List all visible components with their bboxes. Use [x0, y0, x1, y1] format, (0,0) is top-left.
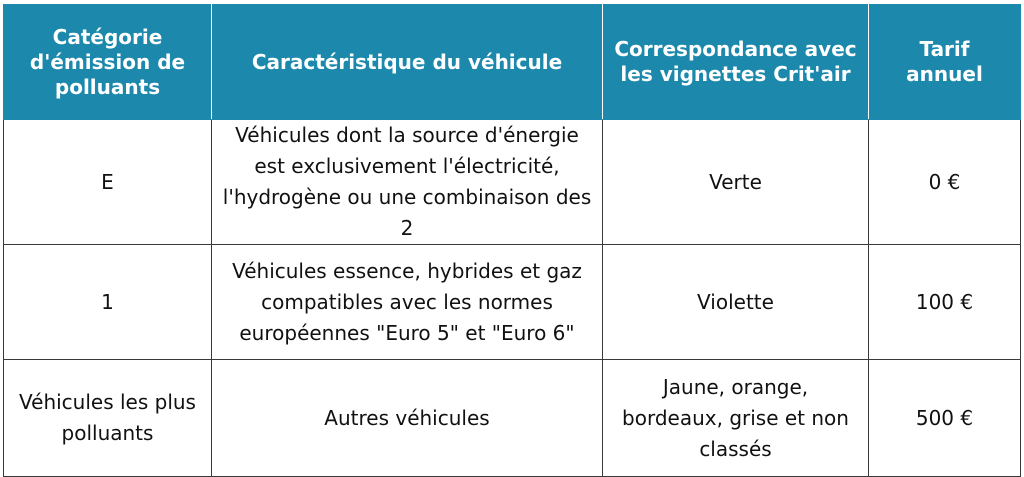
cell-categorie: Véhicules les plus polluants — [4, 360, 212, 477]
table-row — [4, 360, 1021, 477]
table-header — [4, 5, 1021, 120]
cell-vignette: Verte — [603, 120, 869, 245]
tarif-table — [3, 4, 1021, 477]
table-row — [4, 245, 1021, 360]
table-row — [4, 120, 1021, 245]
cell-tarif: 500 € — [869, 360, 1021, 477]
tarif-table-container — [3, 4, 1020, 470]
header-categorie: Catégorie d'émission de polluants — [4, 5, 212, 120]
cell-caracteristique: Véhicules dont la source d'énergie est exclusivement l'électricité, l'hydrogène ou une combinaison des 2 — [212, 120, 603, 245]
cell-caracteristique: Véhicules essence, hybrides et gaz compatibles avec les normes européennes "Euro 5" et "Euro 6" — [212, 245, 603, 360]
cell-tarif: 0 € — [869, 120, 1021, 245]
cell-categorie: E — [4, 120, 212, 245]
cell-vignette: Violette — [603, 245, 869, 360]
header-correspondance: Correspondance avec les vignettes Crit'air — [603, 5, 869, 120]
header-tarif: Tarif annuel — [869, 5, 1021, 120]
cell-categorie: 1 — [4, 245, 212, 360]
cell-vignette: Jaune, orange, bordeaux, grise et non classés — [603, 360, 869, 477]
table-body — [4, 120, 1021, 477]
cell-caracteristique: Autres véhicules — [212, 360, 603, 477]
header-row — [4, 5, 1021, 120]
cell-tarif: 100 € — [869, 245, 1021, 360]
header-caracteristique: Caractéristique du véhicule — [212, 5, 603, 120]
